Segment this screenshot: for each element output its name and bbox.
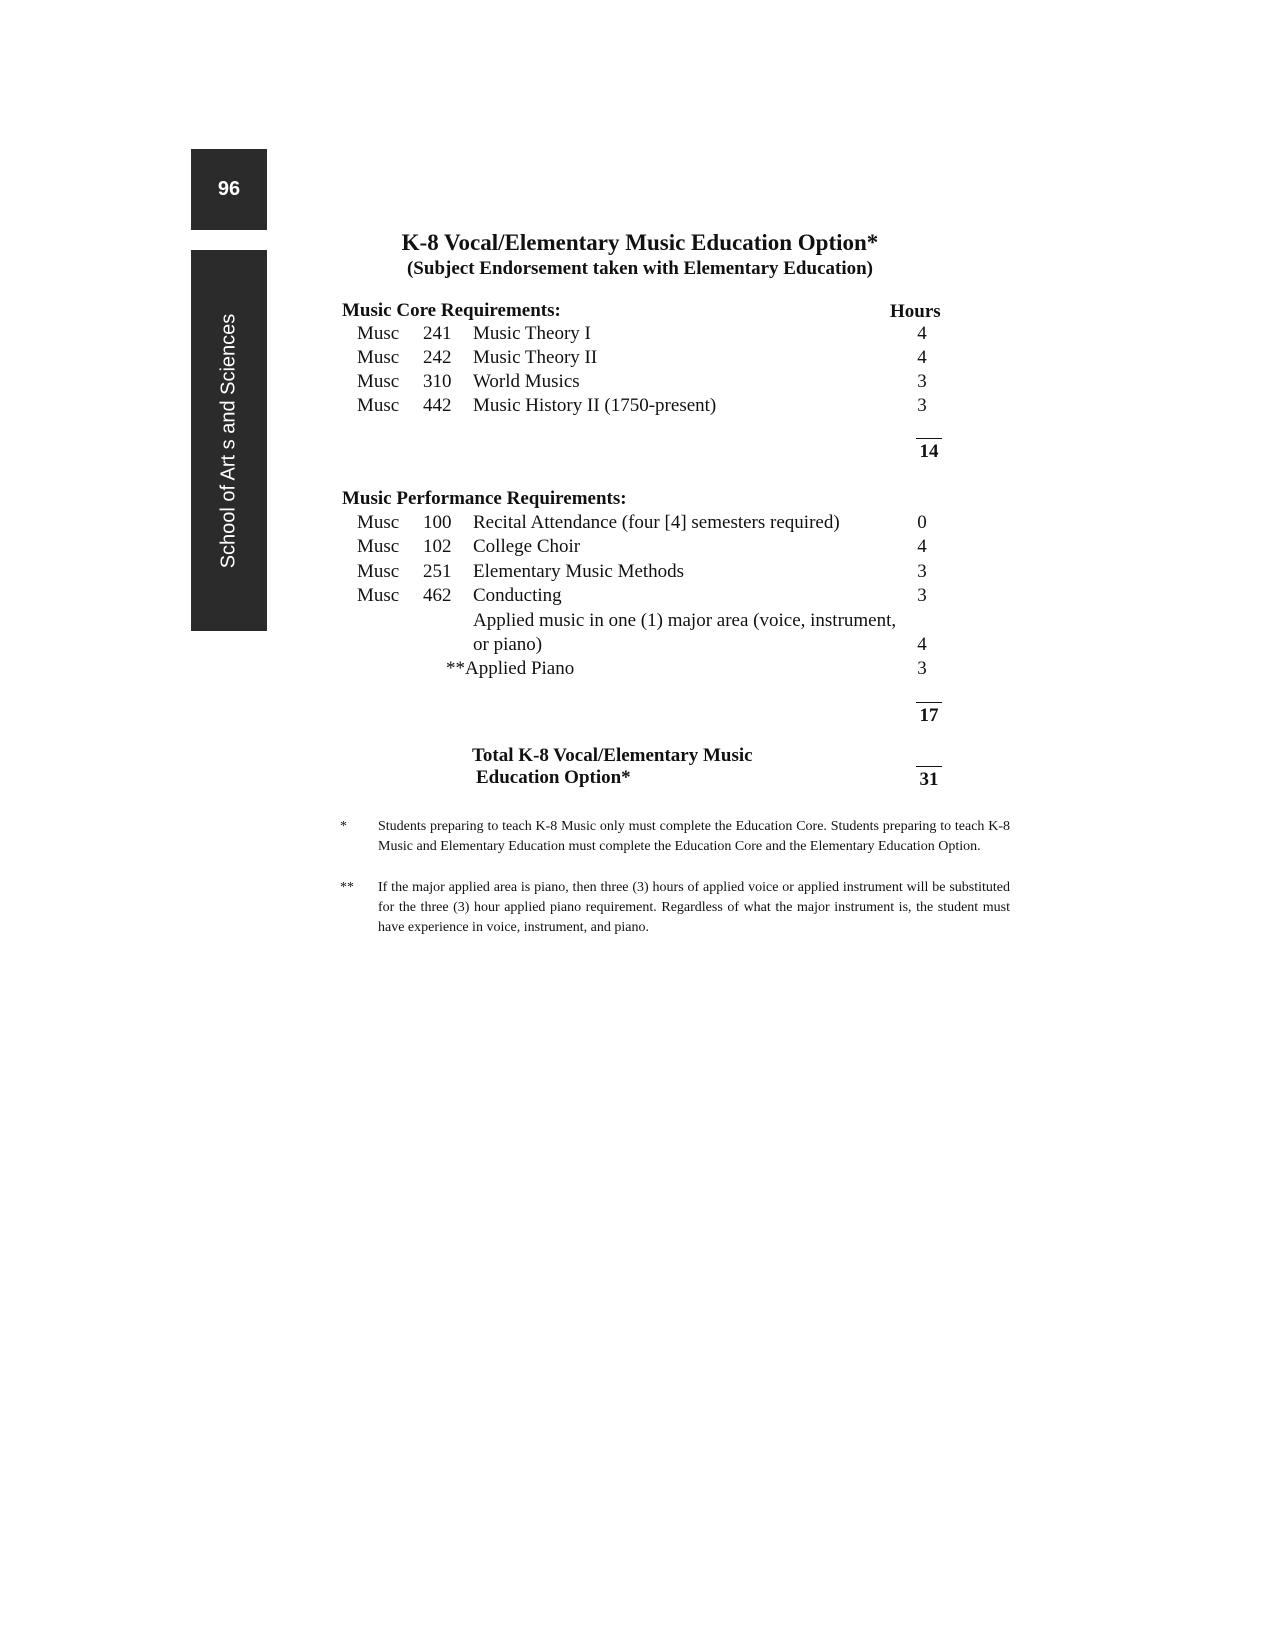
applied-music-row: [0, 634, 1275, 658]
course-title: Recital Attendance (four [4] semesters required): [473, 512, 840, 533]
total-label-line1: Total K-8 Vocal/Elementary Music: [472, 745, 753, 766]
total-label-line2: Education Option*: [476, 767, 631, 788]
core-course-row: [0, 347, 1275, 371]
applied-music-hours: 4: [917, 634, 927, 655]
course-dept: Musc: [357, 371, 400, 392]
footnote-mark: *: [340, 819, 347, 834]
page-number-tab: [191, 149, 267, 230]
applied-music-row: [0, 610, 1275, 634]
performance-course-row: [0, 512, 1275, 536]
course-hours: 3: [917, 561, 927, 582]
course-number: 310: [423, 371, 452, 392]
hours-heading: Hours: [890, 301, 941, 322]
footnote-text: Students preparing to teach K-8 Music only must complete the Education Core. Students preparing to teach K-8 Music and Elementary Education must complete the Education Core and the Elementary Education Option.: [378, 819, 1010, 854]
core-subtotal: 14: [916, 438, 942, 463]
performance-course-row: [0, 561, 1275, 585]
footnote: [340, 817, 1010, 877]
core-course-row: [0, 395, 1275, 419]
course-dept: Musc: [357, 585, 400, 606]
course-title: Conducting: [473, 585, 562, 606]
page-title: K-8 Vocal/Elementary Music Education Option*: [401, 230, 879, 255]
course-dept: Musc: [357, 512, 400, 533]
performance-course-row: [0, 585, 1275, 609]
course-title: Music Theory I: [473, 323, 591, 344]
course-dept: Musc: [357, 395, 400, 416]
applied-piano-hours: 3: [917, 658, 927, 679]
applied-piano-row: [0, 658, 1275, 682]
course-number: 100: [423, 512, 452, 533]
course-title: Music Theory II: [473, 347, 598, 368]
course-hours: 0: [917, 512, 927, 533]
applied-music-line2: or piano): [473, 634, 543, 655]
applied-music-line1: Applied music in one (1) major area (voice, instrument,: [473, 610, 897, 631]
total-hours: 31: [916, 766, 942, 791]
core-course-row: [0, 323, 1275, 347]
course-hours: 3: [917, 371, 927, 392]
page-number: 96: [217, 178, 241, 200]
footnote: [340, 878, 1010, 938]
core-course-row: [0, 371, 1275, 395]
course-number: 102: [423, 536, 452, 557]
course-title: Elementary Music Methods: [473, 561, 685, 582]
course-dept: Musc: [357, 323, 400, 344]
course-title: Music History II (1750-present): [473, 395, 717, 416]
performance-subtotal: 17: [916, 702, 942, 727]
course-number: 442: [423, 395, 452, 416]
course-number: 241: [423, 323, 452, 344]
page-subtitle: (Subject Endorsement taken with Elementary Education): [406, 258, 874, 279]
course-number: 251: [423, 561, 452, 582]
course-hours: 3: [917, 395, 927, 416]
core-heading: Music Core Requirements:: [342, 300, 561, 321]
course-dept: Musc: [357, 347, 400, 368]
applied-piano-label: **Applied Piano: [446, 658, 575, 679]
course-number: 242: [423, 347, 452, 368]
course-hours: 4: [917, 347, 927, 368]
course-title: College Choir: [473, 536, 581, 557]
course-dept: Musc: [357, 536, 400, 557]
course-dept: Musc: [357, 561, 400, 582]
section-tab-label: School of Art s and Sciences: [217, 313, 240, 568]
footnote-mark: **: [340, 880, 354, 895]
course-hours: 4: [917, 536, 927, 557]
performance-course-row: [0, 536, 1275, 560]
course-hours: 3: [917, 585, 927, 606]
course-number: 462: [423, 585, 452, 606]
course-hours: 4: [917, 323, 927, 344]
performance-heading: Music Performance Requirements:: [342, 488, 627, 509]
footnote-text: If the major applied area is piano, then three (3) hours of applied voice or applied instrument will be substituted for the three (3) hour applied piano requirement. Regardless of what the major instrument is, the student must have experience in voice, instrument, and piano.: [378, 880, 1010, 935]
course-title: World Musics: [473, 371, 580, 392]
